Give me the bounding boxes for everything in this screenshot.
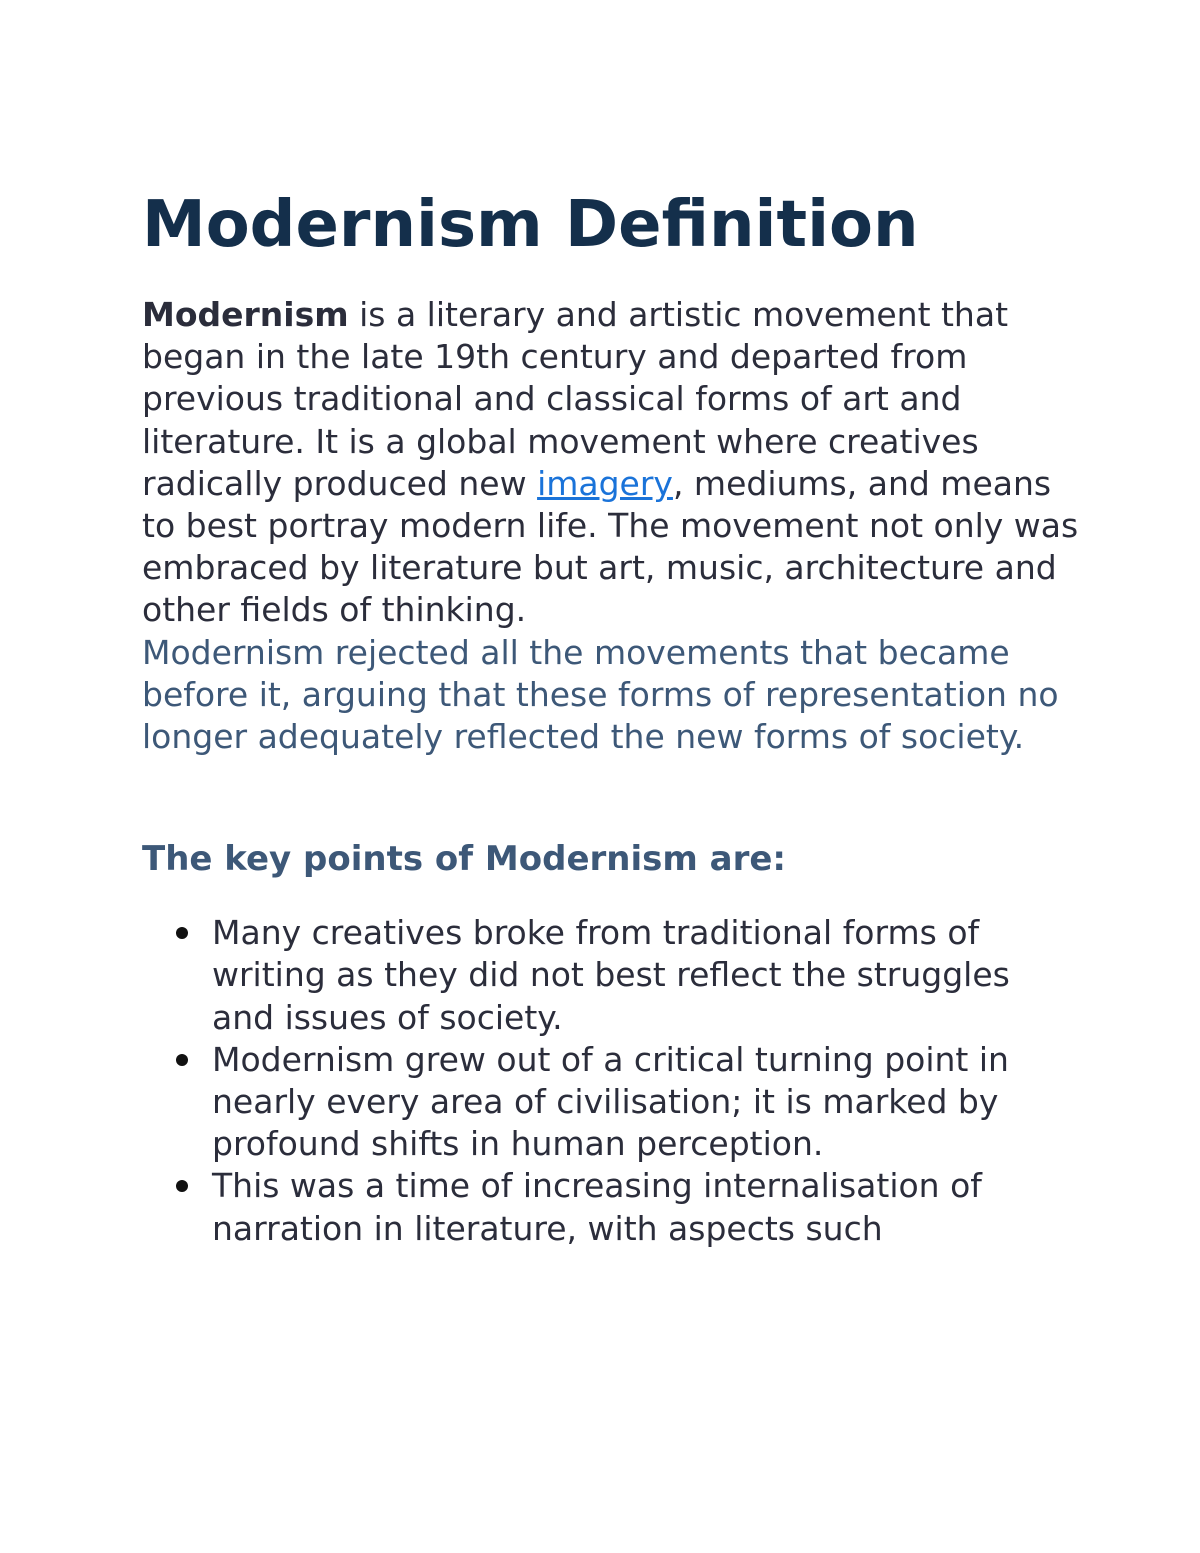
rejection-paragraph: Modernism rejected all the movements that became before it, arguing that these forms of representation no longer adequately reflected the new forms of society. [142,632,1059,757]
list-item [212,1039,1082,1166]
intro-paragraph [142,294,1082,632]
page-title: Modernism Definition [142,188,919,262]
key-points-list [142,912,1082,1250]
imagery-link[interactable]: imagery [537,463,673,503]
intro-text-after-link: , mediums, and means to best portray modern life. The movement not only was embraced by literature but art, music, architecture and other fields of thinking. [142,463,1079,630]
list-item-text: Modernism grew out of a critical turning point in nearly every area of civilisation; it is marked by profound shifts in human perception. [212,1039,1009,1164]
bold-term: Modernism [142,295,349,334]
list-item-text: This was a time of increasing internalisation of narration in literature, with aspects such [212,1166,982,1248]
key-points-heading: The key points of Modernism are: [142,839,787,880]
bullet-icon [176,1054,188,1066]
list-item [212,1165,1082,1249]
document-page [142,180,1082,1250]
list-item [212,912,1082,1039]
bullet-icon [176,1180,188,1192]
list-item-text: Many creatives broke from traditional forms of writing as they did not best reflect the struggles and issues of society. [212,913,1010,1037]
intro-text-before-link: is a literary and artistic movement that began in the late 19th century and departed from previous traditional and classical forms of art and literature. It is a global movement where creatives radically produced new [142,295,1009,503]
bullet-icon [176,927,188,939]
